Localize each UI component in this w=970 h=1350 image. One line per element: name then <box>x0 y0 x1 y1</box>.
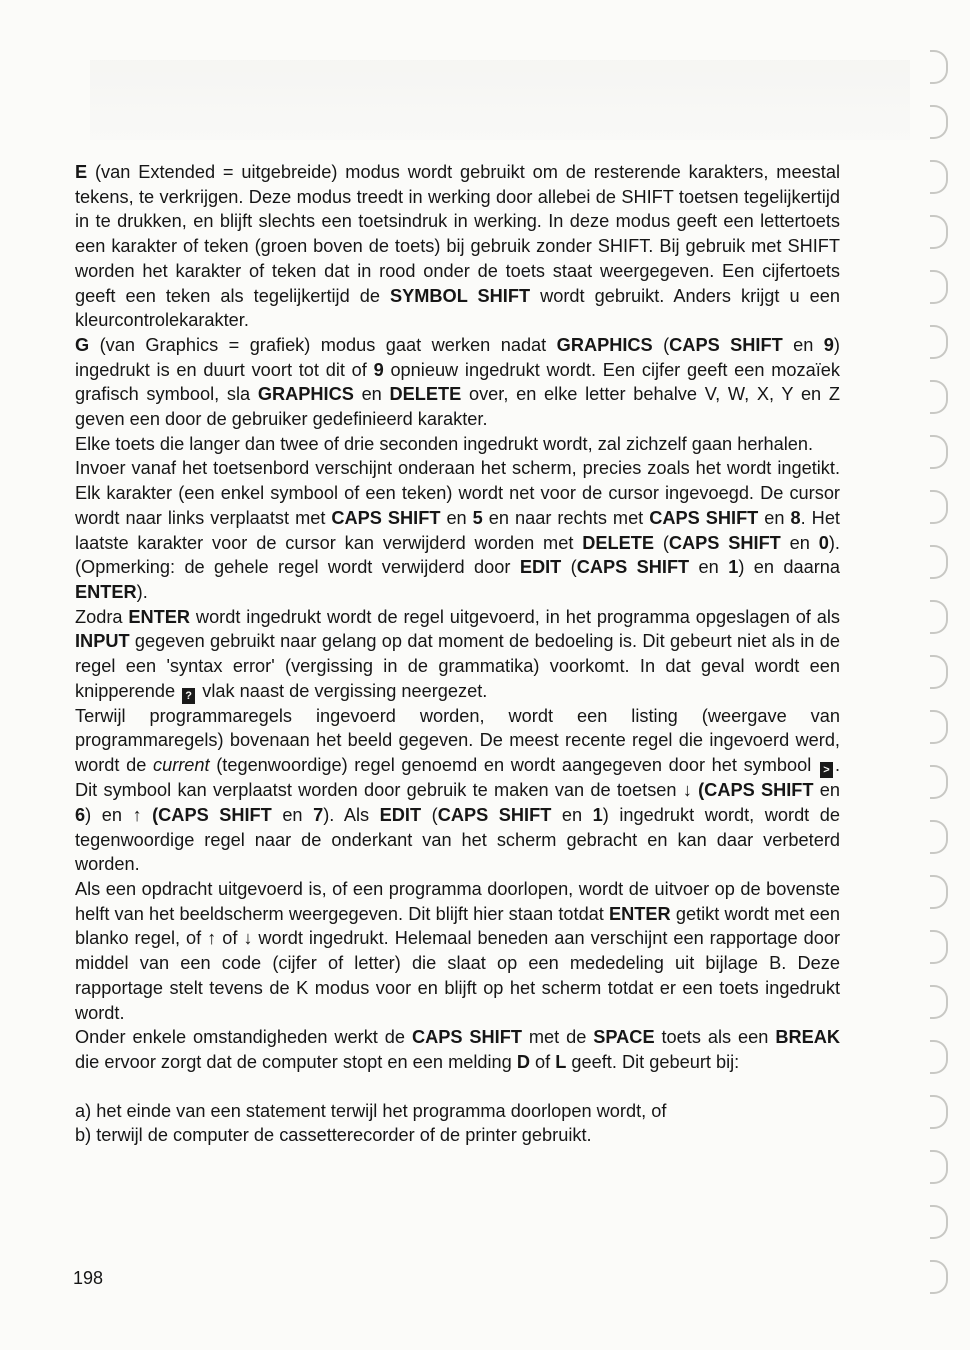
binder-ring <box>930 985 948 1019</box>
binder-ring <box>930 820 948 854</box>
paragraph-break: Onder enkele omstandigheden werkt de CAPS SHIFT met de SPACE toets als een BREAK die ervoor zorgt dat de computer stopt en een melding D of L geeft. Dit gebeurt bij: <box>75 1027 840 1072</box>
body-text <box>75 160 840 1148</box>
spacer <box>75 1075 840 1099</box>
binder-ring <box>930 1260 948 1294</box>
paragraph-listing: Terwijl programmaregels ingevoerd worden, wordt een listing (weergave van programmaregels) bovenaan het beeld gegeven. De meest recente regel die ingevoerd werd, wordt de current (tegenwoordige) regel genoemd en wordt aangegeven door het symbool > . Dit symbool kan verplaatst worden door gebruik te maken van de toetsen ↓ (CAPS SHIFT en 6) en ↑ (CAPS SHIFT en 7). Als EDIT (CAPS SHIFT en 1) ingedrukt wordt, wordt de tegenwoordige regel naar de onderkant van het scherm gebracht en kan daar verbeterd worden. <box>75 705 840 875</box>
paragraph-g-mode: G (van Graphics = grafiek) modus gaat werken nadat GRAPHICS (CAPS SHIFT en 9) ingedrukt is en duurt voort tot dit of 9 opnieuw ingedrukt wordt. Een cijfer geeft een mozaïek grafisch symbool, sla GRAPHICS en DELETE over, en elke letter behalve V, W, X, Y en Z geven een door de gebruiker gedefinieerd karakter. <box>75 334 840 430</box>
binder-ring <box>930 1095 948 1129</box>
binder-ring <box>930 380 948 414</box>
binder-ring <box>930 545 948 579</box>
binder-ring <box>930 215 948 249</box>
binder-ring <box>930 160 948 194</box>
binder-ring <box>930 710 948 744</box>
binder-ring <box>930 270 948 304</box>
break-conditions-list <box>75 1099 840 1148</box>
mode-letter-e: E <box>75 162 88 182</box>
error-cursor-icon: ? <box>182 688 195 704</box>
binder-ring <box>930 435 948 469</box>
binder-ring <box>930 1040 948 1074</box>
paragraph-e-mode: E (van Extended = uitgebreide) modus wordt gebruikt om de resterende karakters, meestal tekens, te verkrijgen. Deze modus treedt in werking door allebei de SHIFT toetsen tegelijkertijd in te drukken, en blijft slechts een toetsindruk in werking. In deze modus geeft een lettertoets een karakter of teken (groen boven de toets) bij gebruik zonder SHIFT. Bij gebruik met SHIFT worden het karakter of teken dat in rood onder de toets staat weergegeven. Een cijfertoets geeft een teken als tegelijkertijd de SYMBOL SHIFT wordt gebruikt. Anders krijgt u een kleurcontrolekarakter. <box>75 162 840 331</box>
faded-header-area <box>90 60 910 140</box>
binder-ring <box>930 1150 948 1184</box>
binder-ring <box>930 600 948 634</box>
binder-ring <box>930 930 948 964</box>
list-item: b) terwijl de computer de cassetterecorder of de printer gebruikt. <box>75 1125 592 1146</box>
list-item: a) het einde van een statement terwijl het programma doorlopen wordt, of <box>75 1100 667 1121</box>
binder-ring <box>930 50 948 84</box>
binder-ring <box>930 490 948 524</box>
binder-ring <box>930 1205 948 1239</box>
binder-ring <box>930 105 948 139</box>
current-line-cursor-icon: > <box>820 762 833 778</box>
binder-ring <box>930 765 948 799</box>
paragraph-enter: Zodra ENTER wordt ingedrukt wordt de regel uitgevoerd, in het programma opgeslagen of als INPUT gegeven gebruikt naar gelang op dat moment de bedoeling is. Dit gebeurt niet als in de regel een 'syntax error' (vergissing in de grammatika) voorkomt. In dat geval wordt een knipperende ? vlak naast de vergissing neergezet. <box>75 606 840 702</box>
page-number: 198 <box>73 1268 104 1288</box>
paragraph-input: Invoer vanaf het toetsenbord verschijnt onderaan het scherm, precies zoals het wordt ingetikt. Elk karakter (een enkel symbool of een teken) wordt net voor de cursor ingevoegd. De cursor wordt naar links verplaatst met CAPS SHIFT en 5 en naar rechts met CAPS SHIFT en 8. Het laatste karakter voor de cursor kan verwijderd worden met DELETE (CAPS SHIFT en 0). (Opmerking: de gehele regel wordt verwijderd door EDIT (CAPS SHIFT en 1) en daarna ENTER). <box>75 458 841 602</box>
binder-rings <box>922 40 962 1340</box>
paragraph-repeat: Elke toets die langer dan twee of drie seconden ingedrukt wordt, zal zichzelf gaan herhalen. <box>75 433 814 454</box>
binder-ring <box>930 875 948 909</box>
mode-letter-g: G <box>75 334 90 355</box>
binder-ring <box>930 655 948 689</box>
paragraph-output: Als een opdracht uitgevoerd is, of een programma doorlopen, wordt de uitvoer op de bovenste helft van het beeldscherm weergegeven. Dit blijft hier staan totdat ENTER getikt wordt met een blanko regel, of ↑ of ↓ wordt ingedrukt. Helemaal beneden aan verschijnt een rapportage door middel van een code (cijfer of letter) die slaat op een mededeling uit bijlage B. Deze rapportage stelt tevens de K modus voor en blijft op het scherm totdat er een toets ingedrukt wordt. <box>75 878 840 1023</box>
binder-ring <box>930 325 948 359</box>
